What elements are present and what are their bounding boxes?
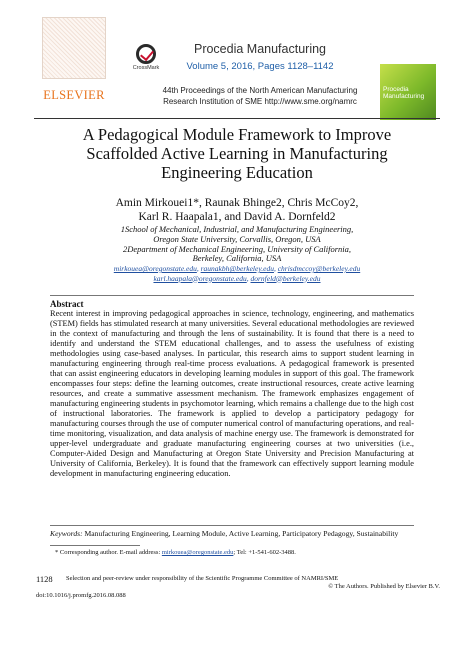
affiliation-1-line-1: 1School of Mechanical, Industrial, and Manufacturing Engineering,: [120, 224, 354, 234]
footnote-suffix: ; Tel: +1-541-602-3488.: [233, 549, 296, 556]
abstract-body: Recent interest in improving pedagogical approaches in science, technology, engineering, and mathematics (STEM) fields has stimulated research at many universities. Several educational methodologies are reviewed in the context of manufacturing and through the lens of sustainability. It is found that there is a need to identify and understand the STEM educational challenges, and to assess the usefulness of existing methodologies using case-based analyses. In particular, this research aims to support student learning in manufacturing engineering through real-time process evaluations. A pedagogical framework is presented that can assist engineering educators in developing learning modules in support of this goal. The framework encompasses four steps: define the learning outcomes, create instructional resources, create active learning resources, and create a summative assessment mechanism. The framework emphasizes engagement of manufacturing engineering students in psychomotor learning, which remains a challenge due to the high cost of instructional laboratories. The framework is applied to develop a participatory pedagogy for manufacturing courses through the use of computer numerical control of manufacturing operations, and real-time monitoring, visualization, and data analysis of machine energy use. The framework is demonstrated for upper-level undergraduate and graduate manufacturing engineering courses at two universities (i.e., Computer-Aided Design and Manufacturing at Oregon State University and Precision Manufacturing at University of California, Berkeley). It is found that the framework can effectively support learning module development in manufacturing engineering education.: [50, 309, 414, 478]
proceedings-line-2: Research Institution of SME http://www.sme.org/namrc: [163, 97, 357, 106]
header-rule: [34, 118, 440, 119]
footnote-email-link[interactable]: mirkouea@oregonstate.edu: [161, 549, 234, 556]
email-link-2[interactable]: raunakbh@berkeley.edu: [200, 264, 274, 273]
author-list: [60, 196, 414, 224]
affiliations: [60, 225, 414, 264]
abstract-heading: Abstract: [50, 299, 84, 309]
author-line-1: Amin Mirkouei1*, Raunak Bhinge2, Chris McCoy2,: [115, 197, 359, 209]
affiliation-1-line-2: Oregon State University, Corvallis, Oregon, USA: [153, 233, 321, 244]
proceedings-line-1: 44th Proceedings of the North American Manufacturing: [162, 86, 358, 95]
selection-notice: [66, 575, 440, 592]
author-emails: mirkouea@oregonstate.edu, raunakbh@berkeley.edu, chrisdmccoy@berkeley.edu karl.haapala@oregonstate.edu, dornfeld@berkeley.edu: [113, 264, 361, 283]
email-link-1[interactable]: mirkouea@oregonstate.edu: [113, 264, 197, 273]
keywords-text: Manufacturing Engineering, Learning Module, Active Learning, Participatory Pedagogy, Sustainability: [84, 529, 399, 538]
corresponding-author-footnote: [55, 549, 419, 556]
email-link-3[interactable]: chrisdmccoy@berkeley.edu: [277, 264, 361, 273]
selection-line-2: © The Authors. Published by Elsevier B.V.: [328, 583, 440, 591]
doi[interactable]: doi:10.1016/j.promfg.2016.08.088: [36, 592, 126, 599]
journal-title: Procedia Manufacturing: [193, 42, 327, 56]
paper-title: A Pedagogical Module Framework to Improve Scaffolded Active Learning in Manufacturing Engineering Education: [82, 125, 392, 182]
elsevier-tree-logo: [42, 17, 106, 79]
elsevier-wordmark: ELSEVIER: [43, 88, 105, 102]
abstract-top-rule: [50, 295, 414, 296]
keywords-rule: [50, 525, 414, 526]
footnote-prefix: * Corresponding author. E-mail address:: [55, 549, 162, 556]
keywords-label: Keywords:: [50, 529, 83, 538]
affiliation-2-line-1: 2Department of Mechanical Engineering, University of California,: [122, 243, 352, 254]
selection-line-1: Selection and peer-review under responsibility of the Scientific Programme Committee of NAMRI/SME: [66, 575, 339, 582]
crossmark-label: CrossMark: [132, 65, 160, 71]
journal-cover-text: Procedia Manufacturing: [383, 86, 425, 100]
affiliation-2-line-2: Berkeley, California, USA: [192, 253, 282, 264]
author-line-2: Karl R. Haapala1, and David A. Dornfeld2: [138, 211, 336, 223]
footnote-rule: [50, 545, 140, 546]
keywords-line: [50, 529, 414, 538]
page-number: 1128: [36, 574, 53, 584]
email-link-4[interactable]: karl.haapala@oregonstate.edu: [153, 273, 247, 283]
volume-link[interactable]: Volume 5, 2016, Pages 1128–1142: [186, 61, 334, 72]
email-link-5[interactable]: dornfeld@berkeley.edu: [250, 273, 321, 283]
